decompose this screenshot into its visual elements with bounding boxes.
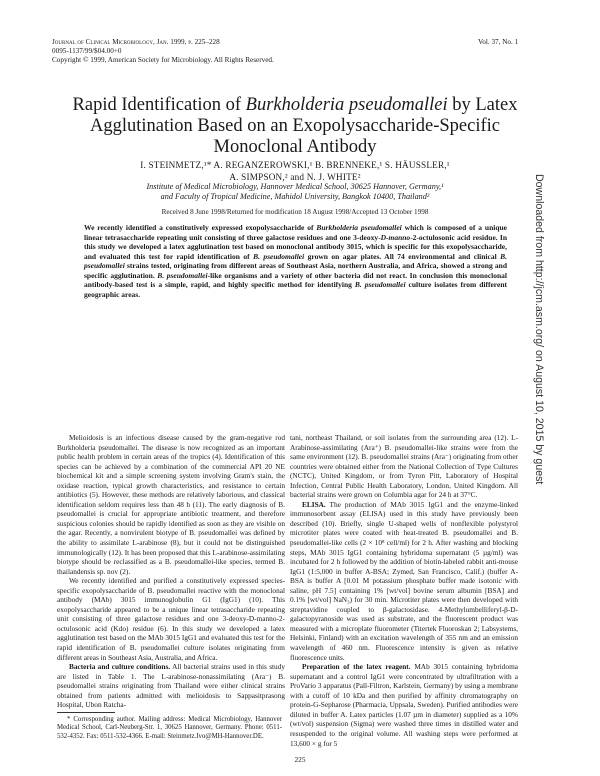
page-number: 225 xyxy=(294,755,306,764)
article-title xyxy=(60,95,530,158)
run-in-heading: Preparation of the latex reagent. xyxy=(302,662,411,672)
body-paragraph: We recently identified and purified a constitutively expressed species-specific exopolysaccharide of B. pseudomallei reactive with the monoclonal antibody (MAb) 3015 immunoglobulin G1 (IgG1) (10). This exopolysaccharide appeared to be a unique linear tetrasaccharide repeating unit consisting of three galactose residues and one 3-deoxy-D-manno-2-octulosonic acid (Kdo) residue (6). In this study we developed a latex agglutination test based on the MAb 3015 IgG1 and evaluated this test for the rapid identification of B. pseudomallei culture isolates originating from different areas in Southeast Asia, Australia, and Africa. xyxy=(57,576,285,662)
abstract-species: B. pseudomallei xyxy=(157,270,208,280)
abstract-text: grown on agar plates. All 74 environmental and clinical xyxy=(304,251,501,261)
corresponding-author-footnote: * Corresponding author. Mailing address: Medical Microbiology, Hannover Medical School, Carl-Neuberg-Str. 1, 30625 Hannover, Germany. Phone: 0511-532-4352. Fax: 0511-532-4366. E-mail: Steinmetz.Ivo@MH-Hannover.DE. xyxy=(57,716,282,740)
abstract-species: B. pseudomallei xyxy=(354,280,406,289)
received-dates: Received 8 June 1998/Returned for modification 18 August 1998/Accepted 13 October 1998 xyxy=(161,208,429,216)
paragraph-text: The production of MAb 3015 IgG1 and the enzyme-linked immunosorbent assay (ELISA) used in this study have previously been described (10). Briefly, single U-shaped wells of nonflexible polystyrol microtiter plates were coated with heat-treated B. pseudomallei and B. pseudomallei-like cells (2 × 10⁸ cell/ml) for 2 h. After washing and blocking steps, MAb 3015 IgG1 containing hybridoma supernatant (5 µg/ml) was incubated for 2 h followed by the addition of biotin-labeled rabbit anti-mouse IgG1 (1:5,000 in buffer A-BSA; Zymed, San Francisco, Calif.) (buffer A-BSA is buffer A [0.01 M potassium phosphate buffer made isotonic with saline, pH 7.5] containing 1% [wt/vol] bovine serum albumin [BSA] and 0.1% [wt/vol] NaN₃) for 30 min. Microtiter plates were then developed with streptavidine coupled to β-galactosidase. 4-Methylumbelliferyl-β-D-galactopyranoside was used as substrate, and the fluorescent product was measured with a microplate fluorometer (Titertek Fluoroskan 2; Labsystems, Helsinki, Finland) with an excitation wavelength of 355 nm and an emission wavelength of 460 nm. Fluorescence intensity is given as relative fluorescence units. xyxy=(290,499,518,662)
authors-line1: I. STEINMETZ,¹* A. REGANZEROWSKI,¹ B. BRENNEKE,¹ S. HÄUSSLER,¹ xyxy=(140,160,450,170)
body-paragraph xyxy=(290,500,518,662)
body-paragraph: tani, northeast Thailand, or soil isolates from the surrounding area (12). L-Arabinose-assimilating (Ara⁺) B. pseudomallei-like strains were from the same environment (12). B. pseudomallei strains (Ara⁻) originating from other countries were obtained either from the National Collection of Type Cultures (NCTC), United Kingdom, or from Tyron Pitt, Laboratory of Hospital Infection, Central Public Health Laboratory, London, United Kingdom. All bacterial strains were grown on Columbia agar for 24 h at 37°C. xyxy=(290,433,518,500)
paragraph-text: MAb 3015 containing hybridoma supernatant and a control IgG1 were concentrated by ultrafiltration with a ProVario 3 apparatus (Pall-Filtron, Karlstein, Germany) by using a membrane with a cutoff of 10 kDa and then purified by affinity chromatography on protein-G-Sepharose (Pharmacia, Uppsala, Sweden). Purified antibodies were diluted in buffer A. Latex particles (1.07 µm in diameter) supplied as a 10% (wt/vol) suspension (Sigma) were washed three times in distilled water and resuspended to the original volume. All washing steps were performed at 13,600 × g for 5 xyxy=(290,662,518,748)
body-column-right xyxy=(290,433,518,748)
abstract-species: B. pseudomallei xyxy=(84,251,507,270)
issn-line: 0095-1137/99/$04.00+0 xyxy=(52,47,122,56)
body-paragraph: Melioidosis is an infectious disease caused by the gram-negative rod Burkholderia pseudomallei. The disease is now recognized as an important public health problem in certain areas of the tropics (4). Identification of this species can be achieved by a combination of the commercial API 20 NE biochemical kit and a simple screening system involving Gram's stain, the oxidase reaction, typical growth characteristics, and resistance to certain antibiotics (5). However, these methods are relatively laborious, and classical identification seldom requires less than 48 h (11). The early diagnosis of B. pseudomallei is crucial for appropriate antibiotic treatment, and therefore suspicious colonies should be rapidly identified as soon as they are visible on the agar. Recently, a nonvirulent biotype of B. pseudomallei was defined by the ability to assimilate L-arabinose (8), but it could not be distinguished immunologically (12). It has been proposed that this L-arabinose-assimilating biotype should be reclassified as a B. pseudomallei-like species, termed B. thailandensis sp. nov (2). xyxy=(57,433,285,576)
body-column-left xyxy=(57,433,285,710)
abstract-text: -like organisms and a variety of other bacteria did not react. In conclusion this monoclonal antibody-based test is a simple, rapid, and highly specific method for identifying xyxy=(84,270,507,289)
abstract-text: -2-octulosonic acid residue. In this study we developed a latex agglutination test based on monoclonal antibody 3015, which is specific for this exopolysaccharide, and evaluated this test for rapid identification of xyxy=(84,232,507,261)
volume-issue: Vol. 37, No. 1 xyxy=(478,38,519,46)
abstract-species: B. pseudomallei xyxy=(253,251,305,261)
body-paragraph xyxy=(290,662,518,748)
footnote-divider xyxy=(57,712,115,713)
journal-citation: Journal of Clinical Microbiology, Jan. 1999, p. 225–228 xyxy=(52,38,220,46)
author-list xyxy=(60,159,530,183)
title-species: Burkholderia pseudomallei xyxy=(245,95,448,115)
abstract-species: Burkholderia pseudomallei xyxy=(316,223,402,232)
run-in-heading: Bacteria and culture conditions. xyxy=(69,662,171,672)
abstract-text: culture isolates from different geographic areas. xyxy=(84,280,507,299)
abstract-text: We recently identified a constitutively expressed exopolysaccharide of xyxy=(84,223,317,232)
abstract-italic: D-manno xyxy=(380,232,411,242)
title-part2: by Latex Agglutination Based on an Exopolysaccharide-Specific Monoclonal Antibody xyxy=(90,95,518,157)
affiliations xyxy=(70,182,520,202)
body-paragraph xyxy=(57,662,285,710)
abstract xyxy=(84,223,507,299)
copyright-line: Copyright © 1999, American Society for Microbiology. All Rights Reserved. xyxy=(52,56,274,65)
affiliation-line2: and Faculty of Tropical Medicine, Mahidol University, Bangkok 10400, Thailand² xyxy=(160,192,430,202)
download-watermark: Downloaded from http://jcm.asm.org/ on August 10, 2015 by guest xyxy=(533,174,545,485)
abstract-text: strains tested, originating from different areas of Southeast Asia, northern Australia, and Africa, showed a strong and specific agglutination. xyxy=(84,261,507,280)
paragraph-text: All bacterial strains used in this study are listed in Table 1. The L-arabinose-nonassimilating (Ara⁻) B. pseudomallei strains originating from Thailand were either clinical strains obtained from patients admitted with melioidosis to Sappasitprasong Hospital, Ubon Ratcha- xyxy=(57,662,286,710)
affiliation-line1: Institute of Medical Microbiology, Hannover Medical School, 30625 Hannover, Germany,¹ xyxy=(146,182,444,191)
run-in-heading: ELISA. xyxy=(302,499,326,509)
title-part1: Rapid Identification of xyxy=(72,95,246,115)
authors-line2: A. SIMPSON,² and N. J. WHITE² xyxy=(229,172,361,182)
journal-header xyxy=(52,38,274,66)
abstract-text: which is composed of a unique linear tetrasaccharide repeating unit consisting of three galactose residues and one 3-deoxy- xyxy=(84,223,508,242)
